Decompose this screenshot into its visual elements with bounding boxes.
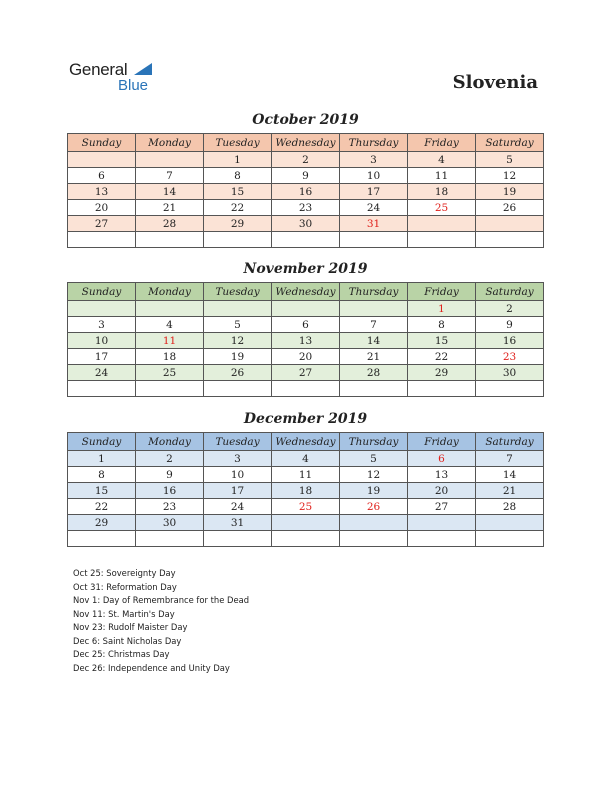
day-cell: 2	[272, 152, 340, 168]
week-row	[68, 365, 544, 381]
day-cell: 14	[136, 184, 204, 200]
day-cell	[68, 232, 136, 248]
weekday-header: Tuesday	[204, 433, 272, 451]
day-cell: 16	[272, 184, 340, 200]
day-cell	[272, 301, 340, 317]
day-cell: 15	[68, 483, 136, 499]
day-cell: 9	[136, 467, 204, 483]
day-cell	[340, 232, 408, 248]
month-title-november: November 2019	[243, 261, 368, 277]
day-cell: 6	[68, 168, 136, 184]
week-row	[68, 317, 544, 333]
week-row	[68, 381, 544, 397]
weekday-header: Thursday	[340, 283, 408, 301]
day-cell	[136, 381, 204, 397]
week-row	[68, 467, 544, 483]
day-cell: 29	[68, 515, 136, 531]
day-cell	[204, 381, 272, 397]
week-row	[68, 200, 544, 216]
day-cell	[272, 232, 340, 248]
day-cell: 24	[204, 499, 272, 515]
day-cell	[340, 515, 408, 531]
day-cell: 11	[136, 333, 204, 349]
day-cell: 26	[476, 200, 544, 216]
weekday-header: Sunday	[68, 433, 136, 451]
logo-blue-text: Blue	[118, 77, 149, 94]
day-cell: 19	[476, 184, 544, 200]
month-title-december: December 2019	[243, 411, 368, 427]
day-cell	[476, 232, 544, 248]
calendar-october	[67, 133, 544, 248]
day-cell: 9	[476, 317, 544, 333]
day-cell: 5	[204, 317, 272, 333]
week-row	[68, 531, 544, 547]
day-cell: 7	[340, 317, 408, 333]
day-cell	[204, 232, 272, 248]
day-cell: 27	[272, 365, 340, 381]
weekday-header: Monday	[136, 283, 204, 301]
weekday-header: Thursday	[340, 134, 408, 152]
day-cell	[136, 232, 204, 248]
day-cell: 25	[136, 365, 204, 381]
week-row	[68, 232, 544, 248]
day-cell: 3	[68, 317, 136, 333]
day-cell	[408, 232, 476, 248]
day-cell: 1	[204, 152, 272, 168]
day-cell: 20	[408, 483, 476, 499]
day-cell: 25	[408, 200, 476, 216]
day-cell	[408, 216, 476, 232]
day-cell: 13	[408, 467, 476, 483]
day-cell: 10	[204, 467, 272, 483]
weekday-header-row	[68, 283, 544, 301]
logo-general-text: General	[69, 60, 128, 79]
day-cell: 20	[68, 200, 136, 216]
week-row	[68, 152, 544, 168]
day-cell: 10	[68, 333, 136, 349]
day-cell: 28	[340, 365, 408, 381]
day-cell: 24	[340, 200, 408, 216]
day-cell: 4	[272, 451, 340, 467]
day-cell: 28	[136, 216, 204, 232]
day-cell: 18	[408, 184, 476, 200]
weekday-header: Monday	[136, 134, 204, 152]
day-cell: 5	[476, 152, 544, 168]
day-cell	[68, 301, 136, 317]
holiday-item: Dec 25: Christmas Day	[73, 649, 170, 659]
day-cell: 29	[204, 216, 272, 232]
day-cell	[408, 381, 476, 397]
weekday-header: Friday	[408, 134, 476, 152]
day-cell	[136, 152, 204, 168]
day-cell: 2	[136, 451, 204, 467]
day-cell: 27	[68, 216, 136, 232]
weekday-header: Tuesday	[204, 283, 272, 301]
weekday-header: Friday	[408, 283, 476, 301]
holiday-item: Nov 23: Rudolf Maister Day	[73, 622, 188, 632]
day-cell: 24	[68, 365, 136, 381]
day-cell: 23	[136, 499, 204, 515]
logo-triangle-icon	[134, 63, 152, 75]
weekday-header-row	[68, 134, 544, 152]
day-cell: 1	[68, 451, 136, 467]
day-cell: 26	[204, 365, 272, 381]
day-cell	[136, 531, 204, 547]
weekday-header: Sunday	[68, 283, 136, 301]
day-cell: 10	[340, 168, 408, 184]
day-cell: 2	[476, 301, 544, 317]
day-cell	[476, 216, 544, 232]
day-cell: 19	[204, 349, 272, 365]
holiday-item: Nov 1: Day of Remembrance for the Dead	[73, 595, 250, 605]
day-cell: 26	[340, 499, 408, 515]
weekday-header: Monday	[136, 433, 204, 451]
weekday-header: Tuesday	[204, 134, 272, 152]
day-cell: 22	[68, 499, 136, 515]
day-cell: 8	[204, 168, 272, 184]
day-cell	[204, 531, 272, 547]
day-cell: 6	[272, 317, 340, 333]
weekday-header: Saturday	[476, 433, 544, 451]
day-cell: 13	[272, 333, 340, 349]
month-title-october: October 2019	[252, 112, 359, 128]
day-cell: 21	[136, 200, 204, 216]
day-cell: 20	[272, 349, 340, 365]
day-cell: 17	[204, 483, 272, 499]
day-cell	[340, 301, 408, 317]
day-cell: 21	[476, 483, 544, 499]
day-cell: 22	[408, 349, 476, 365]
week-row	[68, 515, 544, 531]
day-cell	[272, 381, 340, 397]
day-cell: 1	[408, 301, 476, 317]
holiday-item: Nov 11: St. Martin's Day	[73, 608, 175, 619]
day-cell: 12	[204, 333, 272, 349]
day-cell: 8	[408, 317, 476, 333]
day-cell: 23	[476, 349, 544, 365]
day-cell: 14	[476, 467, 544, 483]
week-row	[68, 184, 544, 200]
day-cell: 13	[68, 184, 136, 200]
day-cell: 23	[272, 200, 340, 216]
day-cell: 17	[68, 349, 136, 365]
day-cell	[68, 531, 136, 547]
day-cell: 12	[476, 168, 544, 184]
day-cell: 19	[340, 483, 408, 499]
week-row	[68, 499, 544, 515]
day-cell: 25	[272, 499, 340, 515]
weekday-header-row	[68, 433, 544, 451]
holiday-item: Dec 26: Independence and Unity Day	[73, 662, 230, 673]
calendar-december	[67, 432, 544, 547]
week-row	[68, 483, 544, 499]
day-cell: 11	[272, 467, 340, 483]
day-cell: 31	[340, 216, 408, 232]
weekday-header: Friday	[408, 433, 476, 451]
day-cell: 18	[272, 483, 340, 499]
day-cell	[68, 152, 136, 168]
day-cell: 12	[340, 467, 408, 483]
day-cell: 18	[136, 349, 204, 365]
day-cell	[476, 531, 544, 547]
weekday-header: Sunday	[68, 134, 136, 152]
day-cell	[476, 515, 544, 531]
day-cell: 4	[136, 317, 204, 333]
day-cell: 7	[136, 168, 204, 184]
holiday-item: Dec 6: Saint Nicholas Day	[73, 635, 182, 646]
day-cell: 15	[408, 333, 476, 349]
week-row	[68, 301, 544, 317]
week-row	[68, 451, 544, 467]
day-cell	[272, 515, 340, 531]
weekday-header: Saturday	[476, 134, 544, 152]
weekday-header: Wednesday	[272, 283, 340, 301]
calendar-november	[67, 282, 544, 397]
day-cell	[340, 531, 408, 547]
day-cell	[272, 531, 340, 547]
day-cell: 30	[476, 365, 544, 381]
weekday-header: Saturday	[476, 283, 544, 301]
day-cell: 6	[408, 451, 476, 467]
day-cell: 28	[476, 499, 544, 515]
day-cell: 17	[340, 184, 408, 200]
day-cell: 21	[340, 349, 408, 365]
holiday-item: Oct 25: Sovereignty Day	[73, 568, 176, 578]
day-cell: 3	[204, 451, 272, 467]
day-cell: 4	[408, 152, 476, 168]
generalblue-logo	[69, 60, 169, 96]
day-cell	[408, 531, 476, 547]
day-cell: 5	[340, 451, 408, 467]
day-cell: 7	[476, 451, 544, 467]
day-cell: 29	[408, 365, 476, 381]
day-cell	[136, 301, 204, 317]
week-row	[68, 168, 544, 184]
day-cell: 14	[340, 333, 408, 349]
weekday-header: Wednesday	[272, 134, 340, 152]
day-cell: 9	[272, 168, 340, 184]
day-cell	[340, 381, 408, 397]
day-cell: 3	[340, 152, 408, 168]
day-cell	[476, 381, 544, 397]
day-cell: 27	[408, 499, 476, 515]
day-cell: 16	[136, 483, 204, 499]
day-cell: 31	[204, 515, 272, 531]
weekday-header: Wednesday	[272, 433, 340, 451]
day-cell	[68, 381, 136, 397]
weekday-header: Thursday	[340, 433, 408, 451]
day-cell: 16	[476, 333, 544, 349]
day-cell: 22	[204, 200, 272, 216]
week-row	[68, 349, 544, 365]
country-title: Slovenia	[452, 72, 538, 93]
day-cell	[408, 515, 476, 531]
day-cell: 8	[68, 467, 136, 483]
day-cell: 30	[272, 216, 340, 232]
holiday-list	[73, 567, 249, 675]
holiday-item: Oct 31: Reformation Day	[73, 581, 177, 592]
day-cell	[204, 301, 272, 317]
day-cell: 30	[136, 515, 204, 531]
day-cell: 15	[204, 184, 272, 200]
week-row	[68, 216, 544, 232]
day-cell: 11	[408, 168, 476, 184]
week-row	[68, 333, 544, 349]
